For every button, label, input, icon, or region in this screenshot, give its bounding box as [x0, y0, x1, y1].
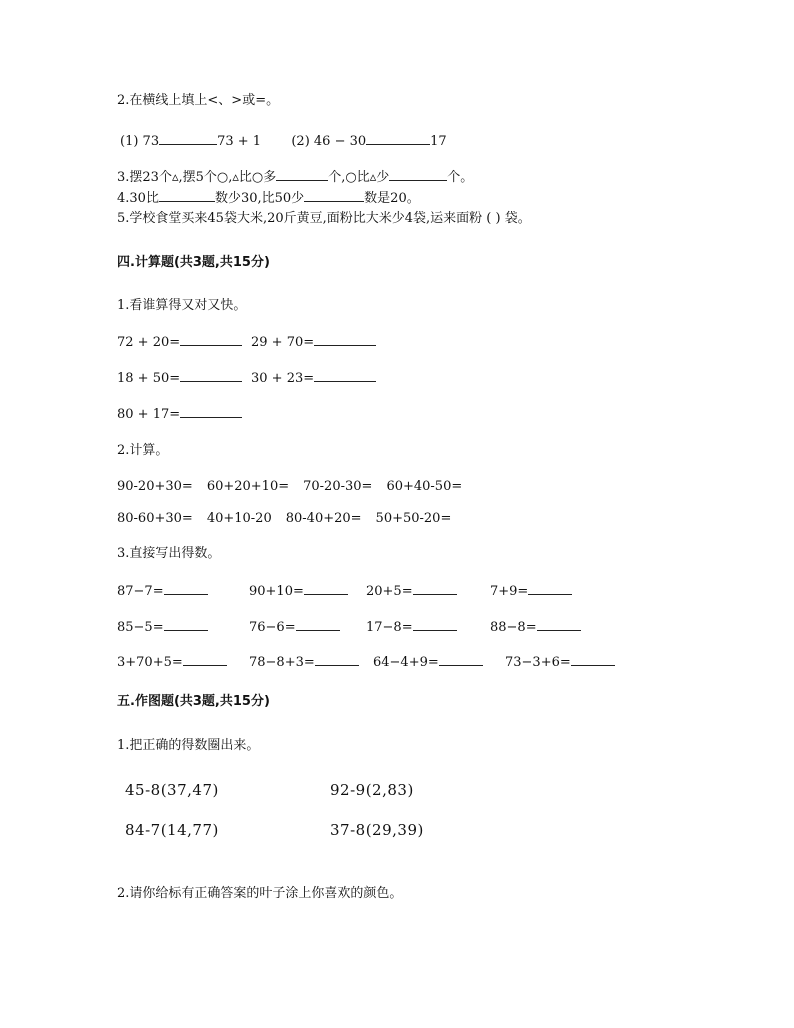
- answer-blank[interactable]: [304, 582, 348, 595]
- answer-blank[interactable]: [413, 582, 457, 595]
- answer-blank[interactable]: [528, 582, 572, 595]
- question-4-3-title: 3.直接写出得数。: [117, 546, 221, 561]
- calc-expression: 7+9=: [490, 584, 529, 599]
- circle-answer-item: 84-7(14,77): [125, 821, 219, 839]
- answer-blank[interactable]: [314, 333, 376, 346]
- calc-expression: 50+50-20=: [375, 511, 452, 526]
- calc-item: [490, 582, 572, 601]
- question-3-4-part2: 数少30,比50少: [214, 191, 305, 206]
- answer-blank[interactable]: [315, 653, 359, 666]
- question-3-5: 5.学校食堂买来45袋大米,20斤黄豆,面粉比大米少4袋,运来面粉 ( ) 袋。: [117, 211, 531, 226]
- circle-answer-item: 37-8(29,39): [330, 821, 424, 839]
- answer-blank[interactable]: [180, 405, 242, 418]
- question-3-2-a-tail: 73 + 1: [217, 134, 262, 149]
- calc-item: [249, 582, 348, 601]
- answer-blank[interactable]: [164, 618, 208, 631]
- question-4-2-row-1: [117, 478, 462, 496]
- calc-item: [373, 653, 483, 672]
- question-3-3: [117, 168, 473, 187]
- answer-blank[interactable]: [164, 582, 208, 595]
- calc-expression: 76−6=: [249, 620, 296, 635]
- calc-expression: 3+70+5=: [117, 655, 183, 670]
- answer-blank[interactable]: [304, 189, 364, 202]
- answer-blank[interactable]: [183, 653, 227, 666]
- calc-expression: 70-20-30=: [303, 479, 373, 494]
- calc-item: [117, 405, 242, 424]
- calc-item: [505, 653, 615, 672]
- calc-expression: 85−5=: [117, 620, 164, 635]
- calc-expression: 80-40+20=: [285, 511, 362, 526]
- calc-item: [249, 653, 359, 672]
- question-3-2-title: 2.在横线上填上<、>或=。: [117, 93, 280, 108]
- question-3-4-part3: 数是20。: [364, 191, 420, 206]
- answer-blank[interactable]: [180, 333, 242, 346]
- calc-item: [117, 653, 227, 672]
- calc-item: [117, 369, 242, 388]
- answer-blank[interactable]: [180, 369, 242, 382]
- calc-expression: 40+10-20: [206, 511, 272, 526]
- calc-expression: 72 + 20=: [117, 335, 181, 350]
- calc-expression: 73−3+6=: [505, 655, 571, 670]
- calc-expression: 90-20+30=: [117, 479, 193, 494]
- calc-expression: 90+10=: [249, 584, 304, 599]
- calc-item: [249, 618, 340, 637]
- answer-blank[interactable]: [296, 618, 340, 631]
- circle-answer-item: 45-8(37,47): [125, 781, 219, 799]
- calc-expression: 80-60+30=: [117, 511, 193, 526]
- question-3-4: [117, 189, 420, 208]
- calc-item: [490, 618, 581, 637]
- question-3-3-part3: 个。: [447, 170, 474, 185]
- calc-item: [366, 618, 457, 637]
- answer-blank[interactable]: [571, 653, 615, 666]
- question-3-2-items: [120, 132, 447, 151]
- calc-item: [251, 333, 376, 352]
- section-5-heading: 五.作图题(共3题,共15分): [117, 694, 270, 709]
- answer-blank[interactable]: [537, 618, 581, 631]
- calc-expression: 60+40-50=: [386, 479, 463, 494]
- calc-item: [117, 618, 208, 637]
- calc-expression: 20+5=: [366, 584, 413, 599]
- calc-expression: 29 + 70=: [251, 335, 315, 350]
- section-4-heading: 四.计算题(共3题,共15分): [117, 255, 270, 270]
- calc-item: [366, 582, 457, 601]
- answer-blank[interactable]: [439, 653, 483, 666]
- answer-blank[interactable]: [159, 189, 215, 202]
- answer-blank[interactable]: [413, 618, 457, 631]
- answer-blank[interactable]: [159, 132, 217, 145]
- question-3-2-a-label: (1) 73: [120, 134, 160, 149]
- question-4-2-row-2: [117, 510, 451, 528]
- calc-expression: 30 + 23=: [251, 371, 315, 386]
- question-3-4-part1: 4.30比: [117, 191, 159, 206]
- calc-expression: 17−8=: [366, 620, 413, 635]
- calc-expression: 78−8+3=: [249, 655, 315, 670]
- question-3-3-part1: 3.摆23个▵,摆5个○,▵比○多: [117, 170, 277, 185]
- question-3-2-b-label: (2) 46 − 30: [291, 134, 367, 149]
- calc-expression: 64−4+9=: [373, 655, 439, 670]
- question-5-1-title: 1.把正确的得数圈出来。: [117, 738, 260, 753]
- answer-blank[interactable]: [314, 369, 376, 382]
- calc-expression: 87−7=: [117, 584, 164, 599]
- calc-item: [117, 333, 242, 352]
- answer-blank[interactable]: [276, 168, 328, 181]
- answer-blank[interactable]: [366, 132, 430, 145]
- question-5-2-title: 2.请你给标有正确答案的叶子涂上你喜欢的颜色。: [117, 886, 403, 901]
- calc-item: [117, 582, 208, 601]
- circle-answer-item: 92-9(2,83): [330, 781, 414, 799]
- calc-expression: 60+20+10=: [206, 479, 290, 494]
- question-3-3-part2: 个,○比▵少: [328, 170, 390, 185]
- question-3-2-b-tail: 17: [430, 134, 447, 149]
- question-4-2-title: 2.计算。: [117, 443, 169, 458]
- answer-blank[interactable]: [389, 168, 447, 181]
- calc-expression: 88−8=: [490, 620, 537, 635]
- calc-item: [251, 369, 376, 388]
- calc-expression: 18 + 50=: [117, 371, 181, 386]
- question-4-1-title: 1.看谁算得又对又快。: [117, 298, 247, 313]
- calc-expression: 80 + 17=: [117, 407, 181, 422]
